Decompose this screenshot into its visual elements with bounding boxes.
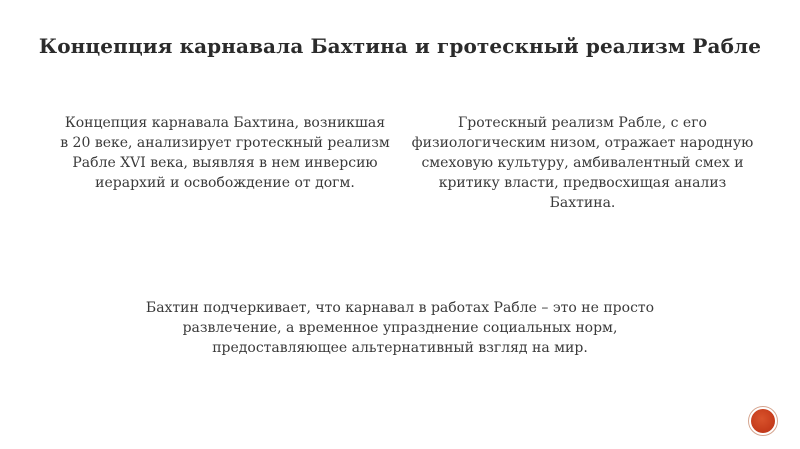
circle-icon	[751, 409, 775, 433]
left-text-block: Концепция карнавала Бахтина, возникшая в 20 веке, анализирует гротескный реализм Рабле XVI века, выявляя в нем инверсию иерархий и освобождение от догм.	[60, 115, 390, 191]
right-text-block: Гротескный реализм Рабле, с его физиологическим низом, отражает народную смеховую культуру, амбивалентный смех и критику власти, предвосхищая анализ Бахтина.	[411, 115, 754, 211]
bottom-text-block: Бахтин подчеркивает, что карнавал в работах Рабле – это не просто развлечение, а временное упразднение социальных норм, предоставляющее альтернативный взгляд на мир.	[145, 300, 655, 356]
slide-title: Концепция карнавала Бахтина и гротескный реализм Рабле	[38, 34, 762, 58]
next-slide-button[interactable]	[748, 406, 778, 436]
